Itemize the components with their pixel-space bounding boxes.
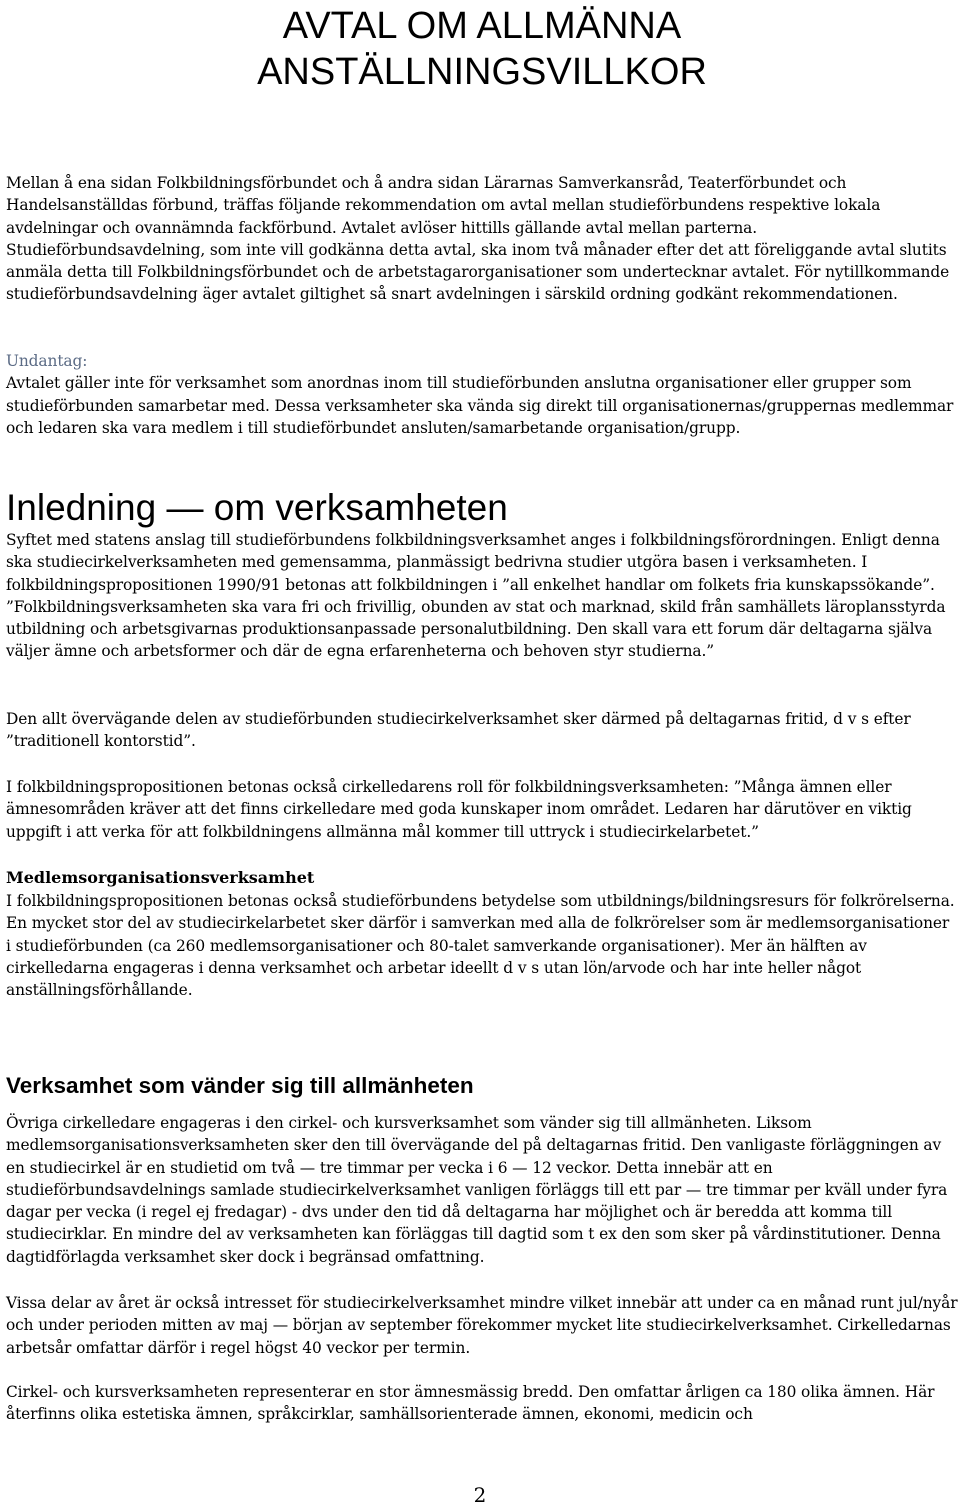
page-number: 2 bbox=[473, 1483, 487, 1507]
intro-paragraph: Mellan å ena sidan Folkbildningsförbundet och å andra sidan Lärarnas Samverkansråd, Teaterförbundet och Handelsanställdas förbund, träffas följande rekommendation om avtal mellan studieförbundens respektive lokala avdelningar och ovannämnda fackförbund. Avtalet avlöser hittills gällande avtal mellan parterna. Studieförbundsavdelning, som inte vill godkänna detta avtal, ska inom två månader efter det att föreliggande avtal slutits anmäla detta till Folkbildningsförbundet och de arbetstagarorganisationer som undertecknar avtalet. För nytillkommande studieförbundsavdelning äger avtalet giltighet så snart avdelningen i särskild ordning godkänt rekommendationen. bbox=[6, 174, 950, 304]
document-title-line-2: ANSTÄLLNINGSVILLKOR bbox=[257, 51, 707, 93]
inledning-section-2 bbox=[6, 708, 958, 753]
allmanhet-section bbox=[6, 1112, 958, 1268]
medlem-paragraph: I folkbildningspropositionen betonas också studieförbundens betydelse som utbildnings/bildningsresurs för folkrörelserna. En mycket stor del av studiecirkelarbetet sker därför i samverkan med alla de folkrörelser som är medlemsorganisationer i studieförbunden (ca 260 medlemsorganisationer och 80-talet samverkande organisationer). Mer än hälften av cirkelledarna engageras i denna verksamhet och arbetar ideellt d v s utan lön/arvode och har inte heller något anställningsförhållande. bbox=[6, 892, 955, 1000]
document-title-line-1: AVTAL OM ALLMÄNNA bbox=[282, 5, 682, 47]
inledning-paragraph-2: Den allt övervägande delen av studieförbunden studiecirkelverksamhet sker därmed på deltagarnas fritid, d v s efter ”traditionell kontorstid”. bbox=[6, 710, 911, 751]
inledning-section-3 bbox=[6, 776, 958, 843]
allmanhet-paragraph-2: Vissa delar av året är också intresset för studiecirkelverksamhet mindre vilket innebär att under ca en månad runt jul/nyår och under perioden mitten av maj — början av september förekommer mycket lite studiecirkelverksamhet. Cirkelledarnas arbetsår omfattar därför i regel högst 40 veckor per termin. bbox=[6, 1294, 958, 1357]
inledning-paragraph-1: Syftet med statens anslag till studieförbundens folkbildningsverksamhet anges i folkbildningsförordningen. Enligt denna ska studiecirkelverksamheten med gemensamma, planmässigt bedrivna studier utgöra basen i verksamheten. I folkbildningspropositionen 1990/91 betonas att folkbildningen i ”all enkelhet handlar om folkets fria kunskapssökande”. ”Folkbildningsverksamheten ska vara fri och frivillig, obunden av stat och marknad, skild från samhällets läroplansstyrda utbildning och arbetsgivarnas produktionsanpassade personalutbildning. Den skall vara ett forum där deltagarna själva väljer ämne och arbetsformer och där de egna erfarenheterna och behoven styr studierna.” bbox=[6, 531, 946, 661]
allmanhet-section-2 bbox=[6, 1292, 958, 1359]
exception-section bbox=[6, 350, 958, 439]
inledning-paragraph-3: I folkbildningspropositionen betonas också cirkelledarens roll för folkbildningsverksamheten: ”Många ämnen eller ämnesområden kräver att det finns cirkelledare med goda kunskaper inom området. Ledaren har därutöver en viktig uppgift i att verka för att folkbildningens allmänna mål kommer till uttryck i studiecirkelarbetet.” bbox=[6, 778, 912, 841]
medlem-section bbox=[6, 890, 958, 1001]
allmanhet-section-3 bbox=[6, 1381, 958, 1426]
exception-label: Undantag: bbox=[6, 352, 88, 370]
exception-paragraph: Avtalet gäller inte för verksamhet som anordnas inom till studieförbunden anslutna organisationer eller grupper som studieförbunden samarbetar med. Dessa verksamheter ska vända sig direkt till organisationernas/gruppernas medlemmar och ledaren ska vara medlem i till studieförbundet ansluten/samarbetande organisation/grupp. bbox=[6, 374, 954, 437]
allmanhet-paragraph-1: Övriga cirkelledare engageras i den cirkel- och kursverksamhet som vänder sig till allmänheten. Liksom medlemsorganisationsverksamheten sker den till övervägande del på deltagarnas fritid. Den vanligaste förläggningen av en studiecirkel är en studietid om två — tre timmar per vecka i 6 — 12 veckor. Detta innebär att en studieförbundsavdelnings samlade studiecirkelverksamhet vanligen förläggs till ett par — tre timmar per kväll under fyra dagar per vecka (i regel ej fredagar) - dvs under den tid då deltagarna har möjlighet och är beredda att komma till studiecirklar. En mindre del av verksamheten kan förläggas till dagtid som t ex den som sker på vårdinstitutioner. Denna dagtidförlagda verksamhet sker dock i begränsad omfattning. bbox=[6, 1114, 948, 1266]
document-title bbox=[6, 3, 958, 95]
medlem-heading: Medlemsorganisationsverksamhet bbox=[6, 868, 315, 887]
intro-section bbox=[6, 172, 958, 306]
inledning-heading: Inledning — om verksamheten bbox=[6, 487, 508, 528]
allmanhet-heading: Verksamhet som vänder sig till allmänheten bbox=[6, 1073, 474, 1098]
allmanhet-paragraph-3: Cirkel- och kursverksamheten representerar en stor ämnesmässig bredd. Den omfattar årligen ca 180 olika ämnen. Här återfinns olika estetiska ämnen, språkcirklar, samhällsorienterade ämnen, ekonomi, medicin och bbox=[6, 1383, 935, 1424]
inledning-section bbox=[6, 529, 958, 663]
